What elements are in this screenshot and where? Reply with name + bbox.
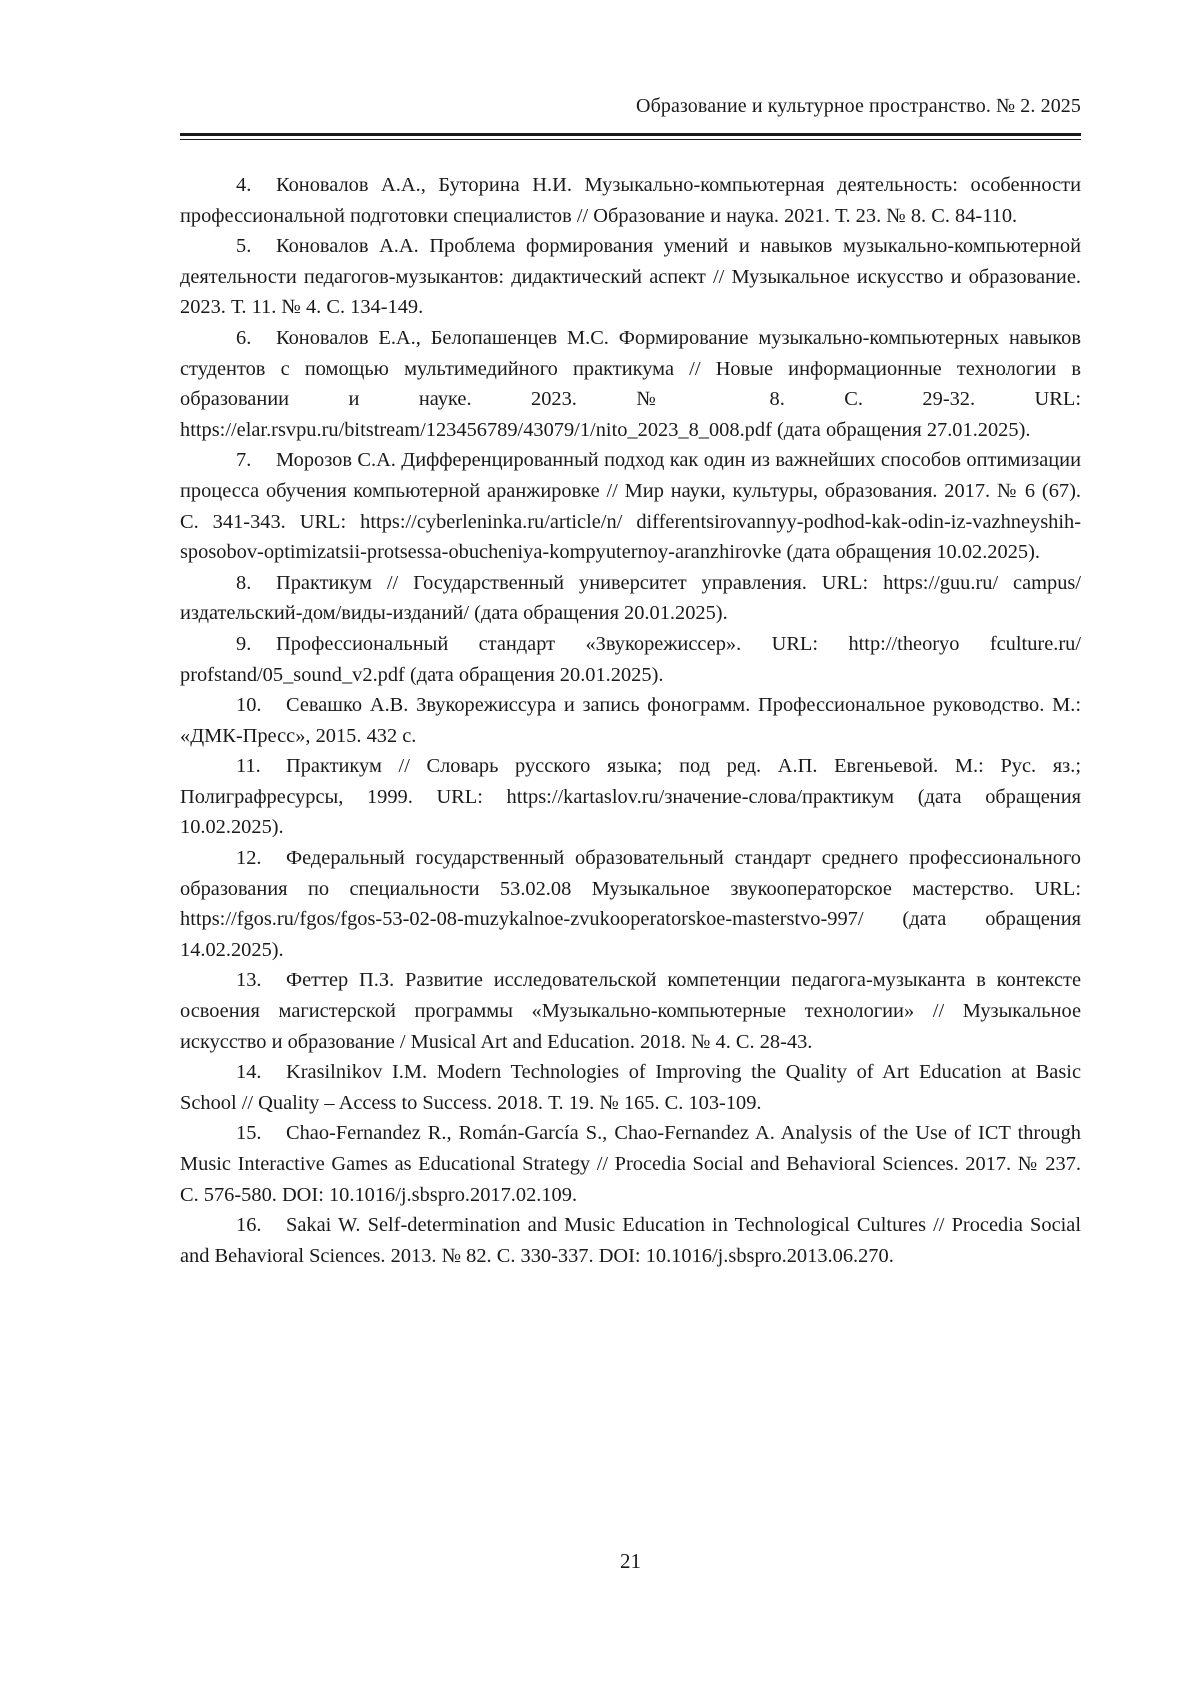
reference-text: Коновалов А.А. Проблема формирования умений и навыков музыкально-компьютерной деятельности педагогов-музыкантов: дидактический аспект // Музыкальное искусство и образование. 2023. Т. 11. № 4. С. 134-149. [180,235,1081,319]
reference-item [180,1210,1081,1271]
header-rule-thick [180,133,1081,136]
reference-item [180,1057,1081,1118]
reference-text: Севашко А.В. Звукорежиссура и запись фонограмм. Профессиональное руководство. М.: «ДМК-Пресс», 2015. 432 с. [180,694,1081,747]
reference-number: 16. [236,1214,262,1237]
reference-number: 4. [236,174,252,196]
reference-text: Феттер П.З. Развитие исследовательской компетенции педагога-музыканта в контексте освоения магистерской программы «Музыкально-компьютерные технологии» // Музыкальное искусство и образование / Musical Art and Education. 2018. № 4. С. 28-43. [180,969,1081,1053]
reference-number: 9. [236,632,252,655]
reference-number: 12. [236,847,262,870]
reference-number: 6. [236,326,252,349]
reference-text: Профессиональный стандарт «Звукорежиссер». URL: http://theoryo fculture.ru/ profstand/05_sound_v2.pdf (дата обращения 20.01.2025). [180,632,1081,686]
header-rule-thin [180,139,1081,140]
reference-text: Krasilnikov I.M. Modern Technologies of Improving the Quality of Art Education at Basic School // Quality – Access to Success. 2018. Т. 19. № 165. С. 103-109. [180,1061,1081,1114]
reference-number: 10. [236,694,262,717]
reference-item [180,751,1081,843]
reference-number: 11. [236,755,261,778]
reference-text: Коновалов Е.А., Белопашенцев М.С. Формирование музыкально-компьютерных навыков студентов с помощью мультимедийного практикума // Новые информационные технологии в образовании и науке. 2023. № 8. С. 29-32. URL: https://elar.rsvpu.ru/bitstream/123456789/43079/1/nito_2023_8_008.pdf (дата обращения 27.01.2025). [180,326,1081,441]
reference-text: Chao-Fernandez R., Román-García S., Chao-Fernandez A. Analysis of the Use of ICT through Music Interactive Games as Educational Strategy // Procedia Social and Behavioral Sciences. 2017. № 237. С. 576-580. DOI: 10.1016/j.sbspro.2017.02.109. [180,1122,1081,1206]
reference-item [180,445,1081,567]
reference-item [180,690,1081,751]
page-number: 21 [620,1549,641,1573]
reference-number: 14. [236,1061,262,1084]
reference-text: Морозов С.А. Дифференцированный подход как один из важнейших способов оптимизации процесса обучения компьютерной аранжировке // Мир науки, культуры, образования. 2017. № 6 (67). С. 341-343. URL: https://cyberleninka.ru/article/n/ differentsirovannyy-podhod-kak-odin-iz-vazhneyshih-sposobov-optimizatsii-protsessa-obucheniya-kompyuternoy-aranzhirovke (дата обращения 10.02.2025). [180,449,1081,564]
reference-item [180,323,1081,445]
reference-item [180,965,1081,1057]
reference-item [180,629,1081,690]
reference-text: Sakai W. Self-determination and Music Education in Technological Cultures // Procedia Social and Behavioral Sciences. 2013. № 82. С. 330-337. DOI: 10.1016/j.sbspro.2013.06.270. [180,1214,1081,1267]
reference-item [180,1118,1081,1210]
reference-item [180,843,1081,965]
reference-item [180,170,1081,231]
reference-item [180,568,1081,629]
reference-text: Практикум // Государственный университет управления. URL: https://guu.ru/ campus/издательский-дом/виды-изданий/ (дата обращения 20.01.2025). [180,571,1081,625]
reference-item [180,231,1081,323]
reference-text: Практикум // Словарь русского языка; под ред. А.П. Евгеньевой. М.: Рус. яз.; Полиграфресурсы, 1999. URL: https://kartaslov.ru/значение-слова/практикум (дата обращения 10.02.2025). [180,755,1081,839]
reference-number: 7. [236,449,252,472]
running-header: Образование и культурное пространство. № 2. 2025 [636,95,1081,117]
reference-text: Федеральный государственный образовательный стандарт среднего профессионального образования по специальности 53.02.08 Музыкальное звукооператорское мастерство. URL: https://fgos.ru/fgos/fgos-53-02-08-muzykalnoe-zvukooperatorskoe-masterstvo-997/ (дата обращения 14.02.2025). [180,847,1081,961]
reference-number: 13. [236,969,262,992]
reference-list [180,170,1081,1271]
reference-number: 8. [236,571,252,594]
reference-number: 15. [236,1122,262,1145]
reference-number: 5. [236,235,252,258]
reference-text: Коновалов А.А., Буторина Н.И. Музыкально-компьютерная деятельность: особенности профессиональной подготовки специалистов // Образование и наука. 2021. Т. 23. № 8. С. 84-110. [180,174,1081,227]
